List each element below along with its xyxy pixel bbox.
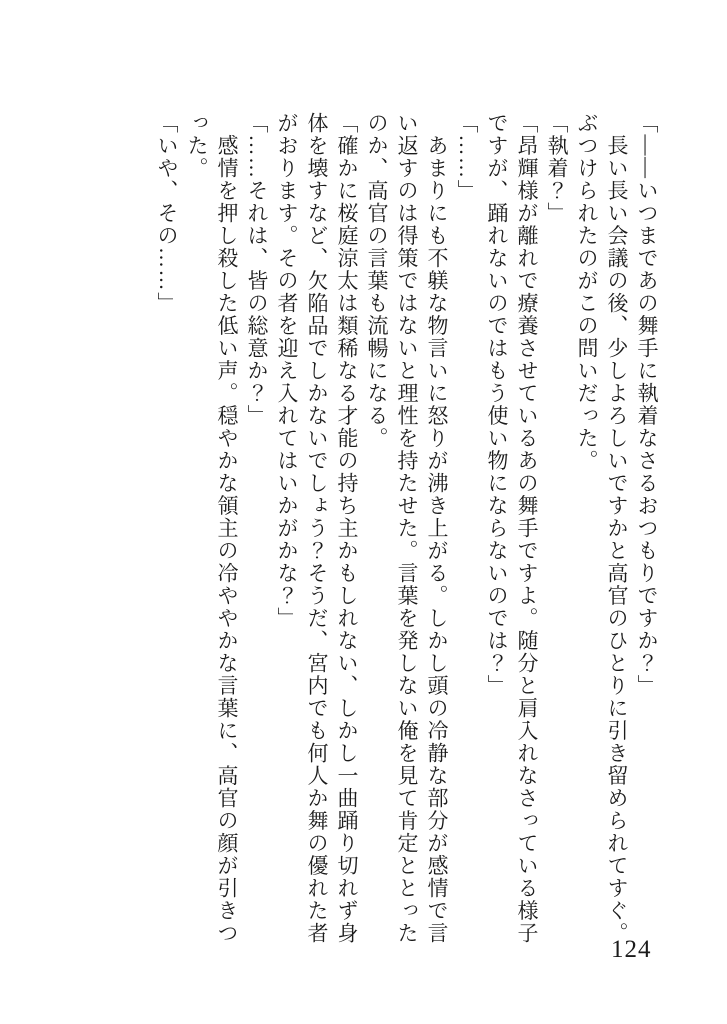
text-line: あまりにも不躾な物言いに怒りが沸き上がる。しかし頭の冷静な部分が感情で言: [425, 112, 449, 945]
text-line: 「……それは、皆の総意か？」: [245, 112, 269, 427]
text-line: がおります。その者を迎え入れてはいかがかな？」: [275, 112, 299, 630]
text-line: い返すのは得策ではないと理性を持たせた。言葉を発しない俺を見て肯定ととった: [395, 112, 419, 945]
text-line: 「執着？」: [545, 112, 569, 225]
text-line: 感情を押し殺した低い声。穏やかな領主の冷ややかな言葉に、高官の顔が引きつ: [215, 112, 239, 945]
page-text: [152, 112, 662, 960]
text-line: った。: [185, 112, 209, 180]
text-line: ですが、踊れないのではもう使い物にならないのでは？」: [485, 112, 509, 697]
page-number: 124: [611, 936, 652, 963]
text-line: 長い長い会議の後、少しよろしいですかと高官のひとりに引き留められてすぐ。: [605, 112, 629, 945]
text-line: のか、高官の言葉も流暢になる。: [365, 112, 389, 450]
text-line: 「昂輝様が離れで療養させているあの舞手ですよ。随分と肩入れなさっている様子: [515, 112, 539, 945]
text-line: 「確かに桜庭涼太は類稀なる才能の持ち主かもしれない、しかし一曲踊り切れず身: [335, 112, 359, 945]
text-line: 「いや、その……」: [155, 112, 179, 315]
text-line: ぶつけられたのがこの問いだった。: [575, 112, 599, 472]
text-line: 「……」: [455, 112, 479, 202]
text-line: 「――いつまであの舞手に執着なさるおつもりですか？」: [635, 112, 659, 697]
text-line: 体を壊すなど、欠陥品でしかないでしょう？そうだ、宮内でも何人か舞の優れた者: [305, 112, 329, 945]
